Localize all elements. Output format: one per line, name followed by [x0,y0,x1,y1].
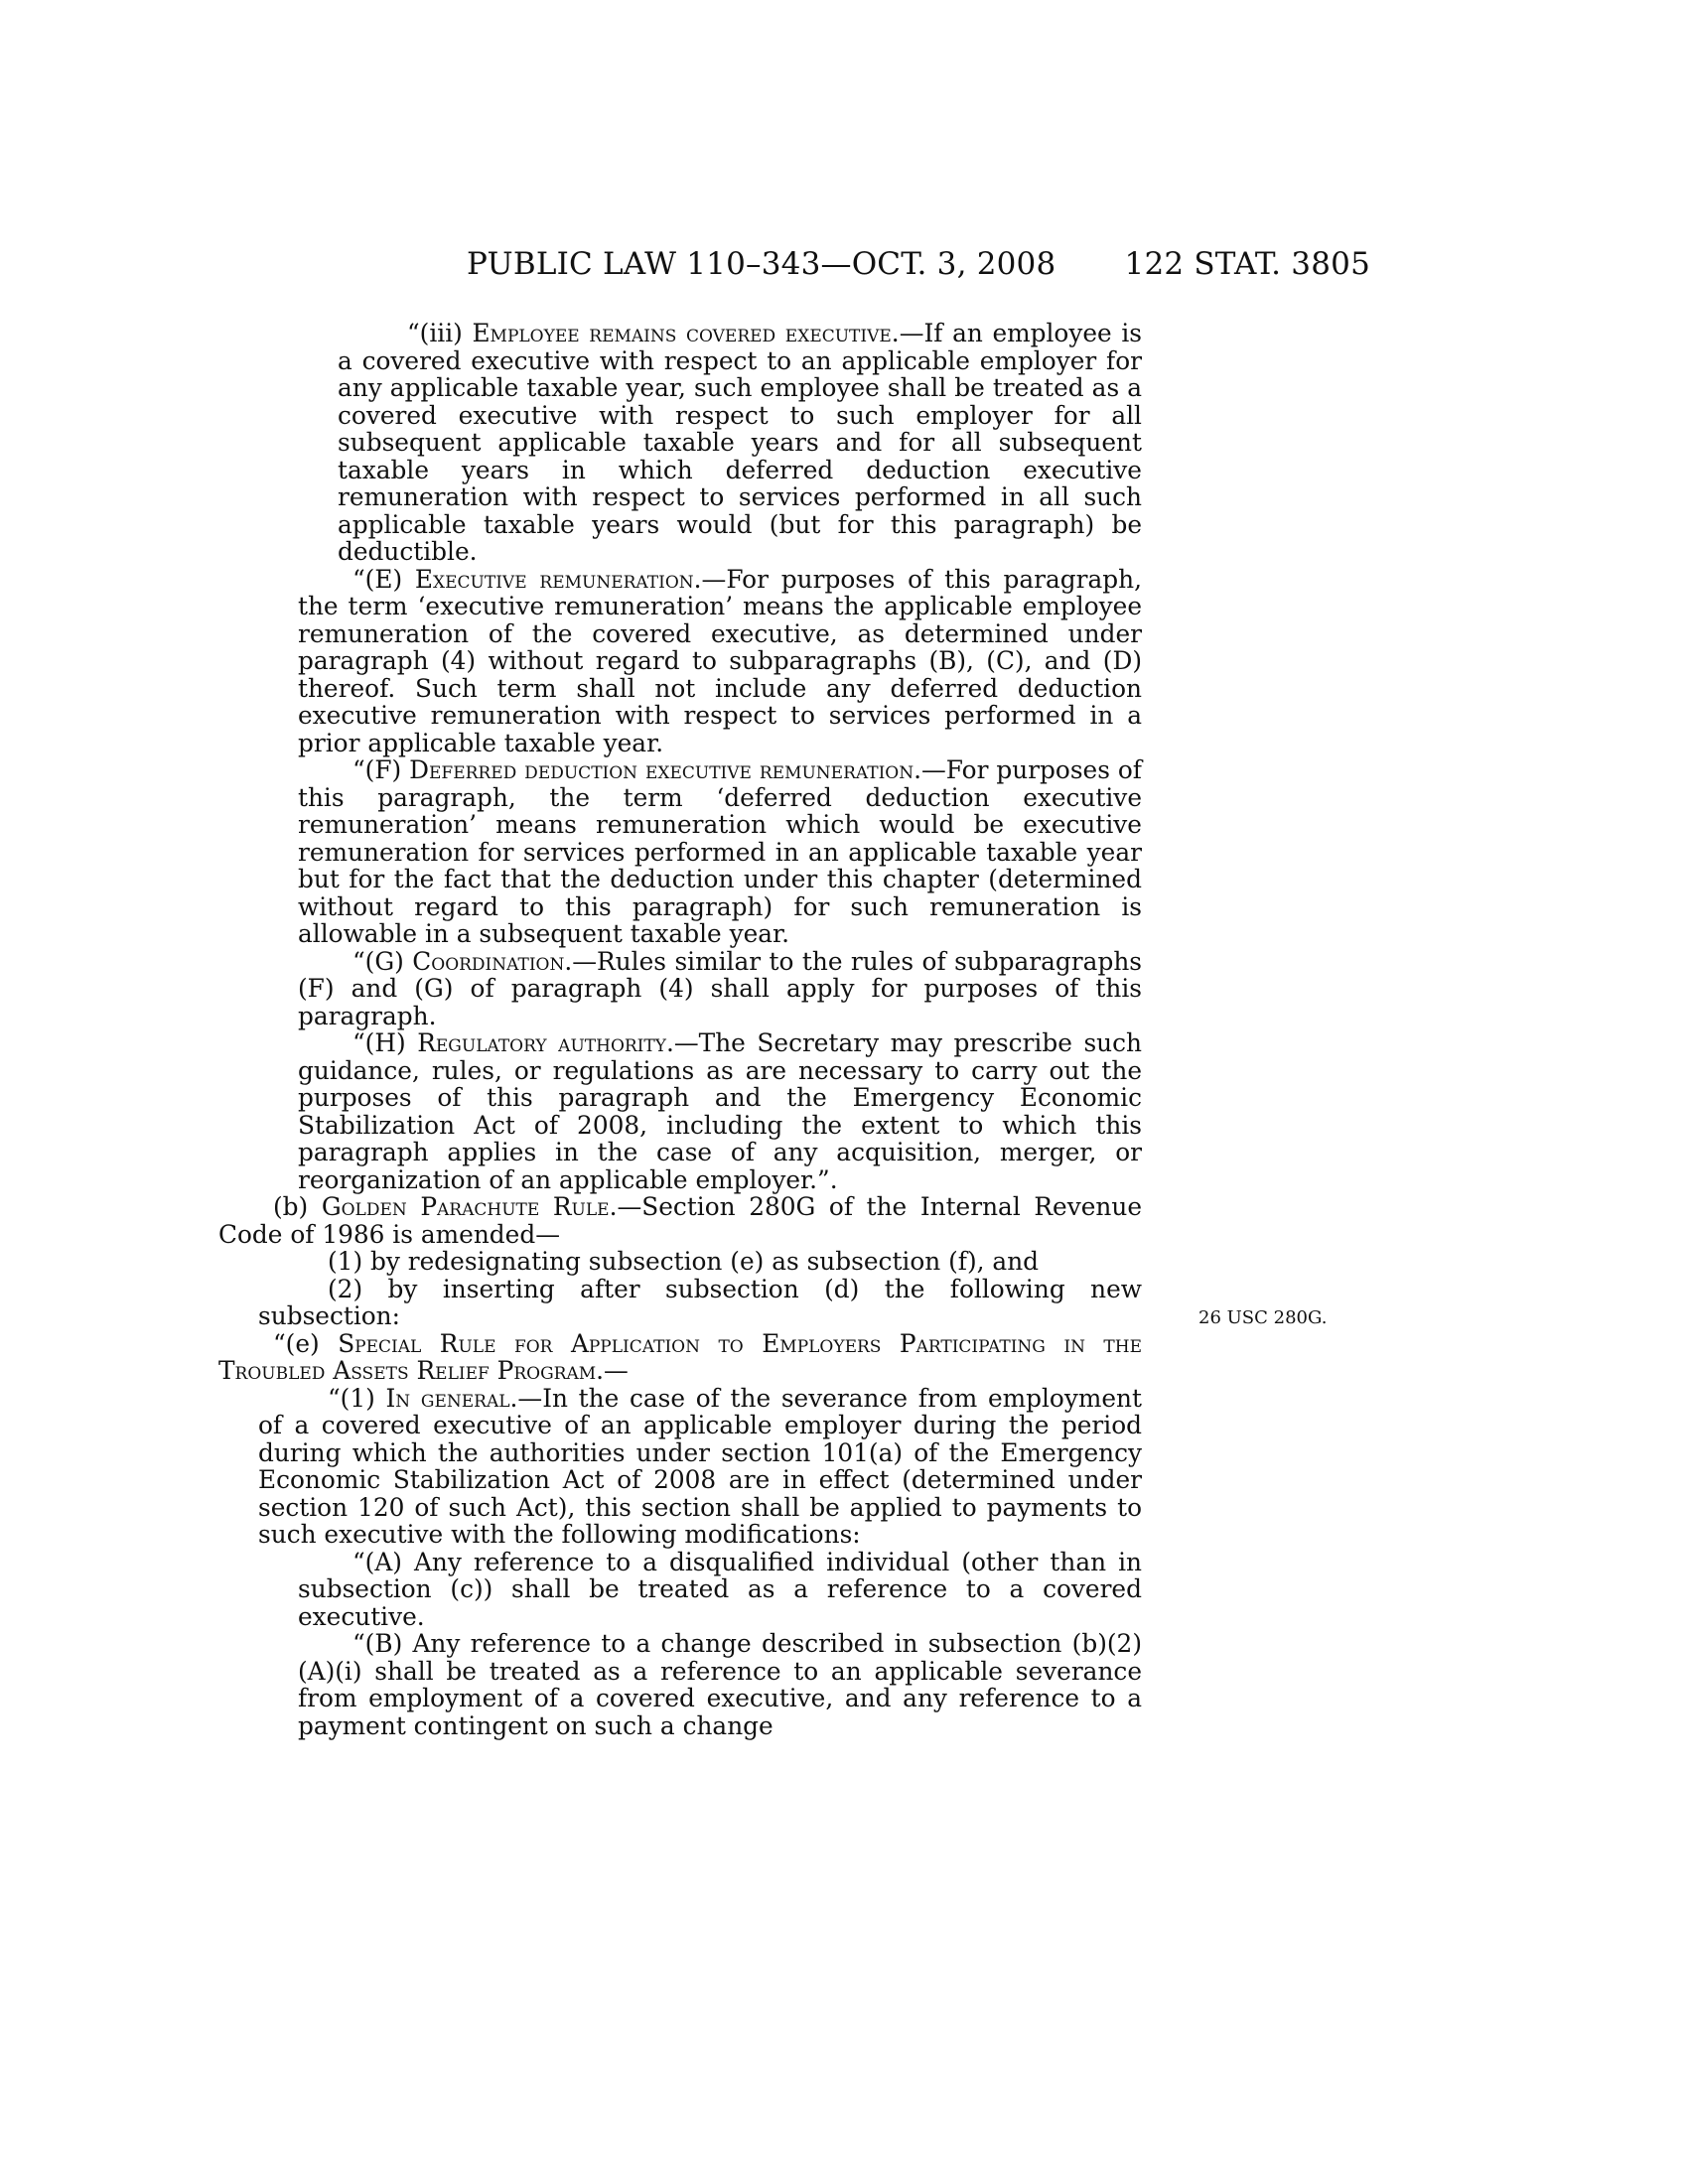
paragraph-heading: Deferred deduction executive remuneration. [409,755,921,784]
paragraph-h [298,1029,1142,1193]
paragraph-text: (1) by redesignating subsection (e) as subsection (f), and [328,1247,1040,1276]
header-page-number: 122 STAT. 3805 [1124,246,1370,282]
paragraph-text: —For purposes of this paragraph, the term ‘executive remuneration’ means the applicable employee remuneration of the covered executive, as determined under paragraph (4) without regard to subparagraphs (B), (C), and (D) thereof. Such term shall not include any deferred deduction executive remuneration with respect to services performed in a prior applicable taxable year. [298,564,1142,757]
paragraph-heading: Regulatory authority. [417,1028,674,1057]
paragraph-text: “(B) Any reference to a change described in subsection (b)(2)(A)(i) shall be treated as a reference to an applicable severance from employment of a covered executive, and any reference to a payment contingent on such a change [298,1629,1142,1740]
subparagraph-a [298,1549,1142,1631]
paragraph-text: —The Secretary may prescribe such guidance, rules, or regulations as are necessary to carry out the purposes of this paragraph and the Emergency Economic Stabilization Act of 2008, including the extent to which this paragraph applies in the case of any acquisition, merger, or reorganization of an applicable employer.”. [298,1028,1142,1194]
paragraph-heading: Executive remuneration. [414,564,702,594]
statute-body [218,319,1172,1740]
paragraph-iii [298,320,1142,566]
paragraph-text: — [604,1356,629,1385]
paragraph-text: —For purposes of this paragraph, the term ‘deferred deduction executive remuneration’ means remuneration which would be executive remuneration for services performed in an applicable taxable year but for the fact that the deduction under this chapter (determined without regard to this paragraph) for such remuneration is allowable in a subsequent taxable year. [298,755,1142,948]
paragraph-lead: “(iii) [407,319,473,347]
paragraph-heading: Golden Parachute Rule. [321,1192,618,1221]
paragraph-text: —In the case of the severance from employment of a covered executive of an applicable employer during the period during which the authorities under section 101(a) of the Emergency Economic Stabilization Act of 2008 are in effect (determined under section 120 of such Act), this section shall be applied to payments to such executive with the following modifications: [258,1383,1142,1549]
paragraph-heading: Employee remains covered executive. [472,319,900,347]
paragraph-f [298,756,1142,948]
paragraph-g [298,948,1142,1030]
header-citation: PUBLIC LAW 110–343—OCT. 3, 2008 [467,246,1056,282]
paragraph-lead: “(F) [352,755,410,784]
paragraph-heading: Coordination. [412,946,573,976]
clause-2 [258,1276,1142,1330]
paragraph-lead: “(e) [273,1328,339,1358]
page-header [467,246,1370,286]
paragraph-text: “(A) Any reference to a disqualified individual (other than in subsection (c)) shall be treated as a reference to a covered executive. [298,1547,1142,1631]
paragraph-lead: (b) [273,1192,322,1221]
paragraph-lead: “(G) [352,946,413,976]
paragraph-heading: In general. [385,1383,518,1413]
paragraph-text: (2) by inserting after subsection (d) the following new subsection: [258,1274,1142,1330]
paragraph-1-in-general [258,1385,1142,1549]
paragraph-heading: Special Rule for Application to Employers Participating in the Troubled Assets Relief Program. [218,1328,1142,1385]
subsection-e-heading [218,1330,1142,1385]
paragraph-e [298,566,1142,757]
paragraph-text: —If an employee is a covered executive with respect to an applicable employer for any applicable taxable year, such employee shall be treated as a covered executive with respect to such employer for all subsequent applicable taxable years and for all subsequent taxable years in which deferred deduction executive remuneration with respect to services performed in all such applicable taxable years would (but for this paragraph) be deductible. [338,319,1142,566]
paragraph-lead: “(E) [352,564,415,594]
clause-1 [218,1248,1142,1276]
paragraph-lead: “(H) [352,1028,418,1057]
paragraph-text: —Section 280G of the Internal Revenue Code of 1986 is amended— [218,1192,1142,1249]
subsection-b [218,1193,1142,1248]
subparagraph-b [298,1630,1142,1739]
paragraph-text: —Rules similar to the rules of subparagraphs (F) and (G) of paragraph (4) shall apply for purposes of this paragraph. [298,946,1143,1030]
paragraph-lead: “(1) [328,1383,386,1413]
margin-citation: 26 USC 280G. [1198,1307,1328,1328]
